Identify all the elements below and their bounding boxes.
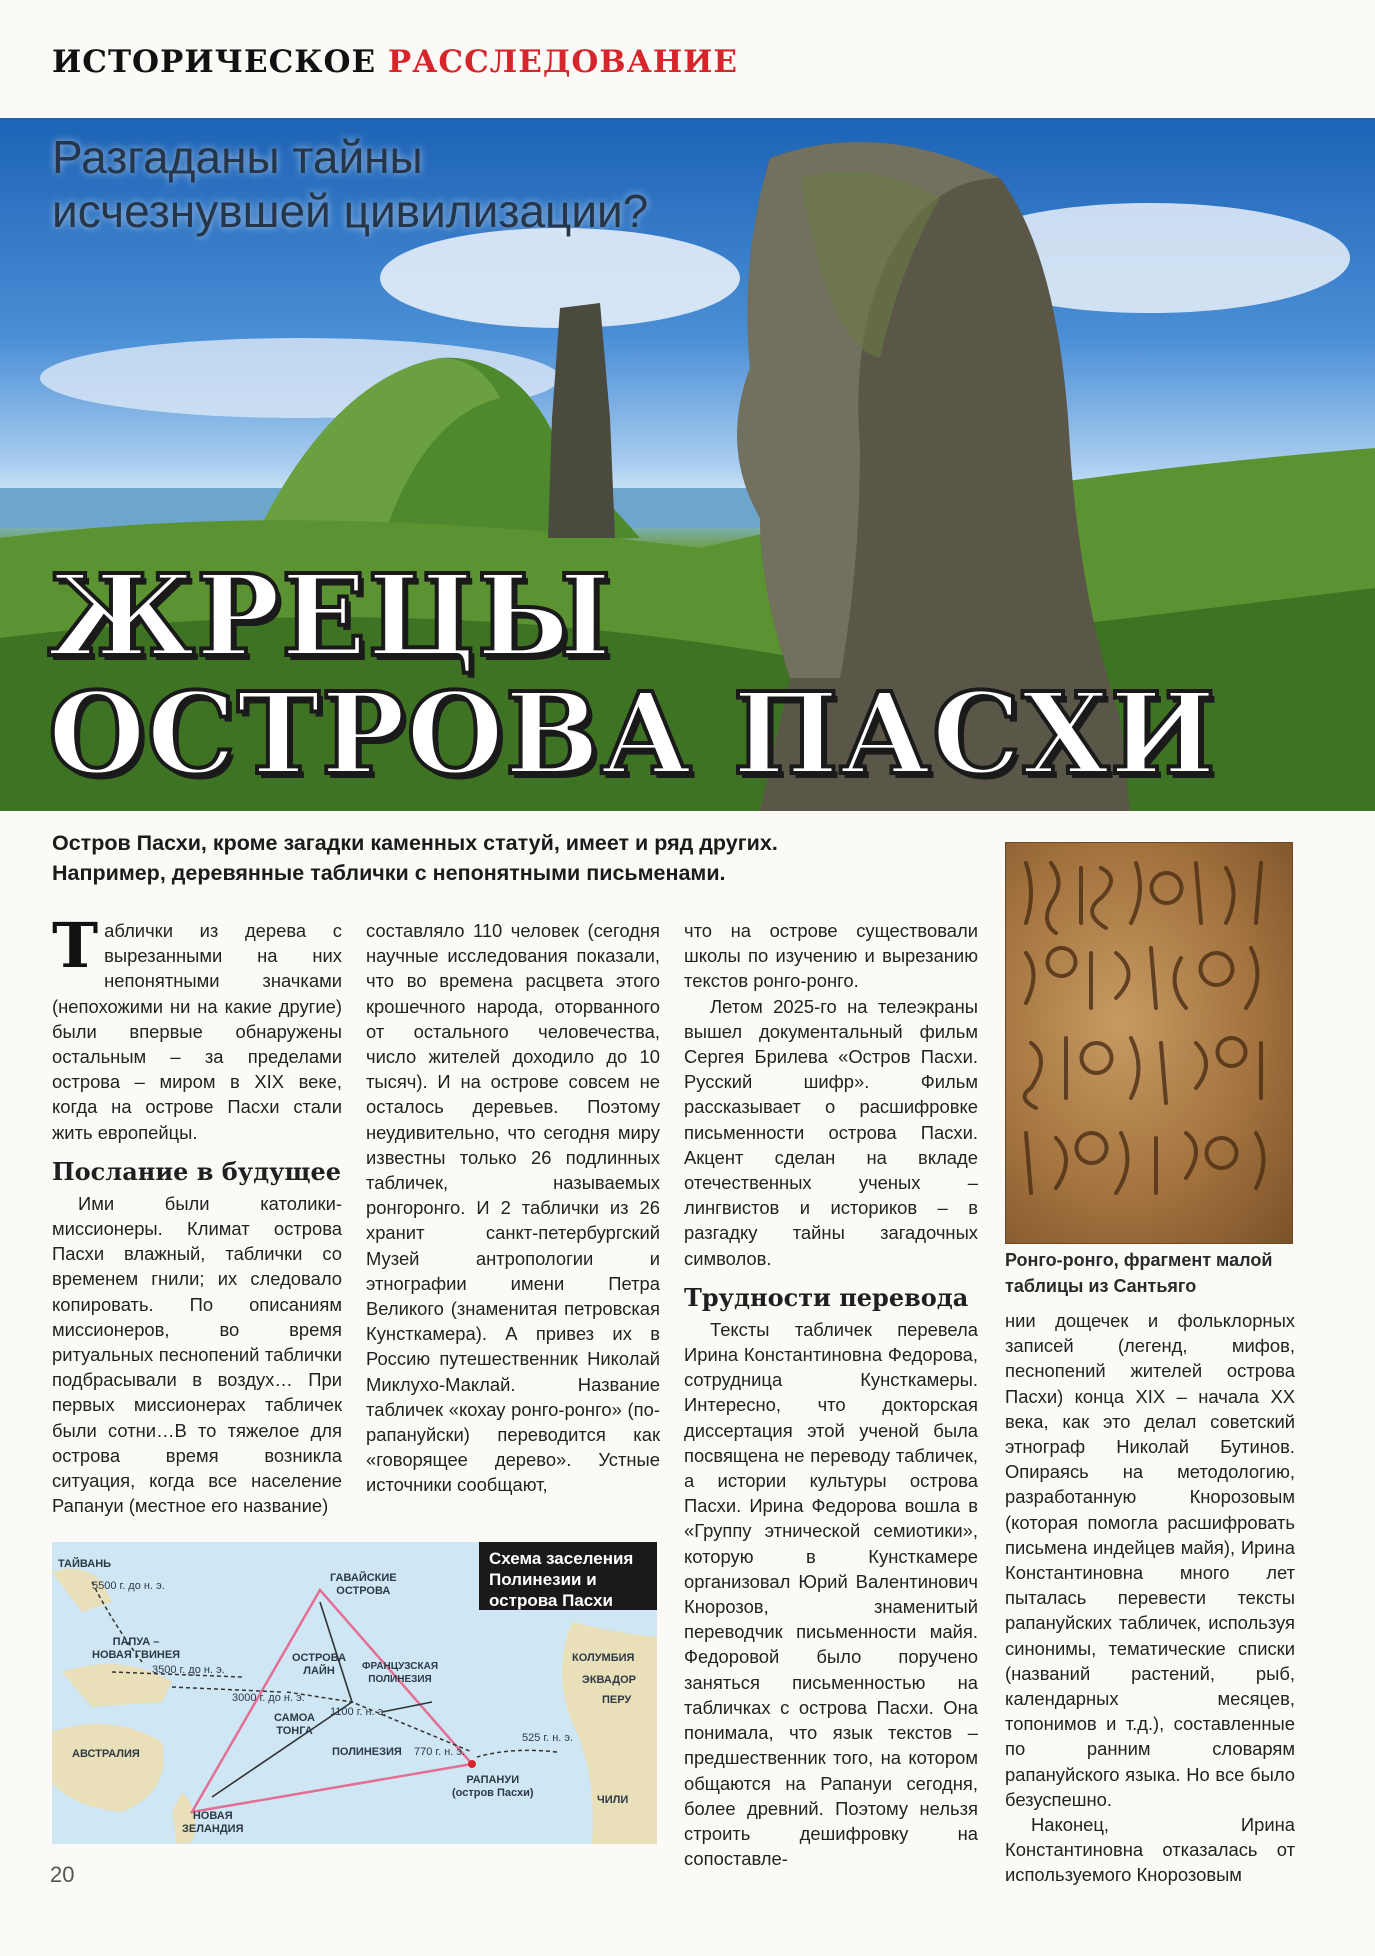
map-label-peru: ПЕРУ xyxy=(602,1694,632,1706)
headline xyxy=(48,551,1217,800)
rubric-red: РАССЛЕДОВАНИЕ xyxy=(387,44,739,80)
headline-line-2: ОСТРОВА ПАСХИ xyxy=(48,669,1217,800)
column-2 xyxy=(366,918,660,1498)
map-label-1100: 1100 г. н. э. xyxy=(330,1706,387,1718)
map-label-chile: ЧИЛИ xyxy=(597,1794,629,1806)
map-label-ecuador: ЭКВАДОР xyxy=(582,1674,637,1686)
hero-image xyxy=(0,118,1375,811)
map-title: Схема заселения Полинезии и острова Пасхи xyxy=(479,1542,657,1610)
col1-paragraph-1 xyxy=(52,909,342,1145)
col1-paragraph-2: Ими были католики-миссионеры. Климат острова Пасхи влажный, таблички со временем гнили; их следовало копировать. По описаниям миссионеров, во время ритуальных песнопений таблички подбрасывали в воздух… При первых миссионерах табличек были сотни…В то тяжелое для острова время возникла ситуация, когда все население Рапануи (местное его название) xyxy=(52,1192,342,1517)
col1-p1-text: аблички из дерева с вырезанными на них непонятными значками (непохожими ни на какие другие) были впервые обнаружены остальным – за пределами острова – миром в XIX веке, когда на острове Пасхи стали жить европейцы. xyxy=(52,920,342,1143)
map-label-french: ФРАНЦУЗСКАЯ ПОЛИНЕЗИЯ xyxy=(362,1661,439,1685)
column-4 xyxy=(1005,1308,1295,1888)
col3-paragraph-2: Летом 2025-го на телеэкраны вышел документальный фильм Сергея Брилева «Остров Пасхи. Русский шифр». Фильм рассказывает о расшифровке письменности острова Пасхи. Акцент сделан на вкладе отечественных ученых – лингвистов и историков – в разгадку тайны загадочных символов. xyxy=(684,995,978,1269)
drop-cap: Т xyxy=(52,909,99,982)
column-1 xyxy=(52,909,342,1518)
map-label-papua: ПАПУА – НОВАЯ ГВИНЕЯ xyxy=(92,1636,181,1661)
col4-paragraph-2: Наконец, Ирина Константиновна отказалась от используемого Кнорозовым xyxy=(1005,1814,1295,1886)
lead-paragraph: Остров Пасхи, кроме загадки каменных статуй, имеет и ряд других. Например, деревянные таблички с непонятными письменами. xyxy=(52,831,778,885)
map-label-samoa: САМОА ТОНГА xyxy=(274,1712,316,1737)
map-label-3000: 3000 г. до н. э. xyxy=(232,1692,305,1704)
map-label-hawaii: ГАВАЙСКИЕ ОСТРОВА xyxy=(330,1572,397,1597)
map-label-new-zealand: НОВАЯ ЗЕЛАНДИЯ xyxy=(182,1810,244,1835)
rongorongo-tablet-photo xyxy=(1005,842,1293,1244)
headline-line-1: ЖРЕЦЫ xyxy=(48,551,613,682)
kicker-line-1: Разгаданы тайны xyxy=(52,131,423,183)
rubric-black: ИСТОРИЧЕСКОЕ xyxy=(52,44,377,80)
kicker-line-2: исчезнувшей цивилизации? xyxy=(52,185,649,237)
col1-heading: Послание в будущее xyxy=(52,1156,342,1186)
page-number: 20 xyxy=(50,1862,75,1887)
map-label-polynesia: ПОЛИНЕЗИЯ xyxy=(332,1746,402,1758)
map-label-line: ОСТРОВА ЛАЙН xyxy=(292,1652,347,1677)
map-label-525: 525 г. н. э. xyxy=(522,1732,574,1744)
map-label-rapanui: РАПАНУИ (остров Пасхи) xyxy=(452,1774,534,1799)
map-label-5500: 5500 г. до н. э. xyxy=(92,1580,165,1592)
map-label-taiwan: ТАЙВАНЬ xyxy=(58,1558,112,1570)
kicker xyxy=(52,130,648,238)
col4-paragraph-1: нии дощечек и фольклорных записей (легенд, мифов, песнопений жителей острова Пасхи) конца XIX – начала XX века, как это делал советский этнограф Николай Бутинов. Опираясь на методологию, разработанную Кнорозовым (которая помогла расшифровать письмена индейцев майя), Ирина Константиновна много лет пыталась перевести тексты рапануйских табличек, используя синонимы, тематические списки (названий растений, рыб, календарных месяцев, топонимов и т.д.), составленные по ранним словарям рапануйского языка. Но все было безуспешно. xyxy=(1005,1310,1295,1810)
glyph-pattern xyxy=(1006,843,1292,1243)
photo-caption: Ронго-ронго, фрагмент малой таблицы из Сантьяго xyxy=(1005,1250,1273,1296)
col2-paragraph-1: составляло 110 человек (сегодня научные исследования показали, что во времена расцвета этого крошечного народа, оторванного от остального человечества, число жителей доходило до 10 тысяч). И на острове совсем не осталось деревьев. Поэтому неудивительно, что сегодня миру известны только 26 подлинных табличек, называемых ронгоронго. И 2 таблички из 26 хранит санкт-петербургский Музей антропологии и этнографии имени Петра Великого (знаменитая петровская Кунсткамера). А привез их в Россию путешественник Николай Миклухо-Маклай. Название табличек «кохау ронго-ронго» (по-рапануйски) переводится как «говорящее дерево». Устные источники сообщают, xyxy=(366,920,660,1496)
map-label-colombia: КОЛУМБИЯ xyxy=(572,1652,635,1664)
map-label-3500: 3500 г. до н. э. xyxy=(152,1664,225,1676)
map-label-australia: АВСТРАЛИЯ xyxy=(72,1748,140,1760)
col3-paragraph-1: что на острове существовали школы по изучению и вырезанию текстов ронго-ронго. xyxy=(684,920,978,992)
col3-paragraph-3: Тексты табличек перевела Ирина Константиновна Федорова, сотрудница Кунсткамеры. Интересно, что докторская диссертация этой ученой была посвящена не переводу табличек, а истории культуры острова Пасхи. Ирина Федорова вошла в «Группу этнической семиотики», которую в Кунсткамере организовал Юрий Валентинович Кнорозов, знаменитый переводчик письменности майя. Федоровой было поручено заняться письменностью на табличках с острова Пасхи. Она понимала, что язык текстов – предшественник того, на котором общаются на Рапануи сегодня, более древний. Поэтому нельзя строить дешифровку на сопоставле- xyxy=(684,1318,978,1870)
settlement-map xyxy=(52,1542,657,1844)
section-rubric xyxy=(52,44,738,80)
map-label-770: 770 г. н. э. xyxy=(414,1746,466,1758)
column-3 xyxy=(684,918,978,1871)
col3-heading: Трудности перевода xyxy=(684,1282,969,1312)
